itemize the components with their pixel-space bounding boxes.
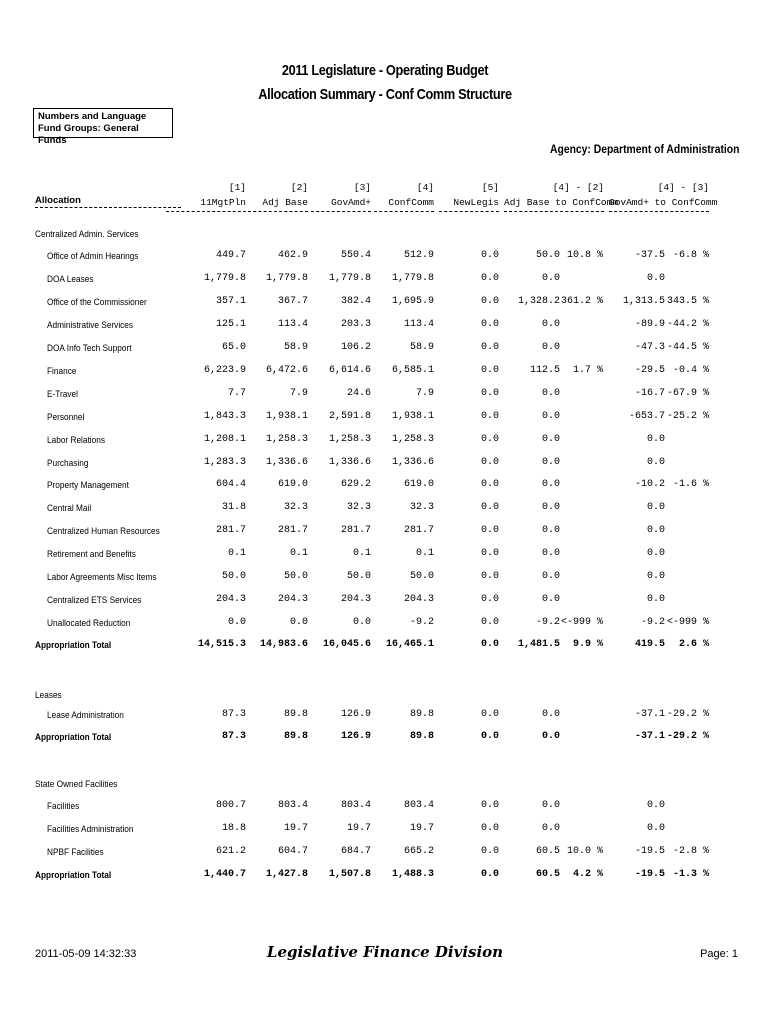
cell-col-2: 1,258.3 xyxy=(265,434,308,445)
cell-col-1: 449.7 xyxy=(215,250,246,261)
row-label: Central Mail xyxy=(47,503,92,513)
cell-col-4: 32.3 xyxy=(409,502,434,513)
cell-col-4: -9.2 xyxy=(409,617,434,628)
cell-col-4: 803.4 xyxy=(403,800,434,811)
cell-col-6: 0.0 xyxy=(541,571,560,582)
header-col-1-num: [1] xyxy=(228,182,246,193)
cell-col-7: 10.8 % xyxy=(566,250,603,261)
cell-col-6: 0.0 xyxy=(541,525,560,536)
cell-col-4: 7.9 xyxy=(415,388,434,399)
cell-col-3: 550.4 xyxy=(340,250,371,261)
cell-col-5: 0.0 xyxy=(480,388,499,399)
header-col-3-num: [3] xyxy=(353,182,371,193)
cell-col-5: 0.0 xyxy=(480,571,499,582)
header-col-2-num: [2] xyxy=(290,182,308,193)
cell-col-8: -653.7 xyxy=(628,411,665,422)
cell-col-3: 32.3 xyxy=(346,502,371,513)
cell-col-3: 126.9 xyxy=(340,731,371,742)
cell-col-1: 87.3 xyxy=(221,709,246,720)
cell-col-8: -47.3 xyxy=(634,342,665,353)
cell-col-3: 1,336.6 xyxy=(328,457,371,468)
cell-col-3: 126.9 xyxy=(340,709,371,720)
row-label: Centralized Admin. Services xyxy=(35,229,139,239)
cell-col-4: 1,488.3 xyxy=(391,869,434,880)
cell-col-2: 14,983.6 xyxy=(259,639,308,650)
cell-col-1: 125.1 xyxy=(215,319,246,330)
cell-col-1: 800.7 xyxy=(215,800,246,811)
footer-timestamp: 2011-05-09 14:32:33 xyxy=(35,948,137,960)
row-label: Appropriation Total xyxy=(35,732,112,742)
cell-col-6: 0.0 xyxy=(541,800,560,811)
table-row xyxy=(0,821,770,837)
cell-col-7: 10.0 % xyxy=(566,846,603,857)
cell-col-7: <-999 % xyxy=(560,617,603,628)
cell-col-3: 50.0 xyxy=(346,571,371,582)
cell-col-4: 1,336.6 xyxy=(391,457,434,468)
cell-col-2: 204.3 xyxy=(277,594,308,605)
table-row xyxy=(0,248,770,264)
cell-col-5: 0.0 xyxy=(480,594,499,605)
cell-col-3: 803.4 xyxy=(340,800,371,811)
row-label: DOA Info Tech Support xyxy=(47,343,132,353)
cell-col-6: 1,481.5 xyxy=(517,639,560,650)
cell-col-8: -9.2 xyxy=(640,617,665,628)
cell-col-9: 2.6 % xyxy=(678,639,709,650)
table-row xyxy=(0,271,770,287)
agency-label: Agency: Department of Administration xyxy=(549,144,739,156)
cell-col-3: 204.3 xyxy=(340,594,371,605)
header-col-4-num: [4] xyxy=(416,182,434,193)
cell-col-3: 6,614.6 xyxy=(328,365,371,376)
cell-col-1: 7.7 xyxy=(227,388,246,399)
cell-col-2: 1,336.6 xyxy=(265,457,308,468)
cell-col-1: 31.8 xyxy=(221,502,246,513)
cell-col-9: -44.2 % xyxy=(666,319,709,330)
cell-col-1: 1,208.1 xyxy=(203,434,246,445)
cell-col-8: -37.5 xyxy=(634,250,665,261)
cell-col-9: -29.2 % xyxy=(666,709,709,720)
cell-col-5: 0.0 xyxy=(480,525,499,536)
cell-col-6: 0.0 xyxy=(541,342,560,353)
cell-col-6: 0.0 xyxy=(541,411,560,422)
cell-col-7: 4.2 % xyxy=(572,869,603,880)
row-label: DOA Leases xyxy=(47,274,94,284)
info-line-numbers: Numbers and Language xyxy=(38,111,147,122)
cell-col-3: 203.3 xyxy=(340,319,371,330)
cell-col-1: 6,223.9 xyxy=(203,365,246,376)
table-row xyxy=(0,546,770,562)
cell-col-5: 0.0 xyxy=(480,411,499,422)
cell-col-3: 24.6 xyxy=(346,388,371,399)
cell-col-2: 50.0 xyxy=(283,571,308,582)
cell-col-8: 0.0 xyxy=(646,434,665,445)
table-row xyxy=(0,363,770,379)
cell-col-4: 19.7 xyxy=(409,823,434,834)
cell-col-4: 281.7 xyxy=(403,525,434,536)
appropriation-total-row xyxy=(0,637,770,653)
cell-col-2: 803.4 xyxy=(277,800,308,811)
cell-col-2: 89.8 xyxy=(283,731,308,742)
cell-col-3: 629.2 xyxy=(340,479,371,490)
cell-col-5: 0.0 xyxy=(480,457,499,468)
cell-col-4: 58.9 xyxy=(409,342,434,353)
row-label: Labor Agreements Misc Items xyxy=(47,572,157,582)
cell-col-5: 0.0 xyxy=(480,617,499,628)
cell-col-8: 0.0 xyxy=(646,502,665,513)
row-label: Property Management xyxy=(47,480,129,490)
info-line-fund-groups: Fund Groups: General Funds xyxy=(38,123,139,146)
cell-col-6: 50.0 xyxy=(535,250,560,261)
header-col-1 xyxy=(166,180,246,212)
header-col-3-name: GovAmd+ xyxy=(311,195,371,212)
header-col-6 xyxy=(504,180,619,212)
row-label: Office of the Commissioner xyxy=(47,297,147,307)
cell-col-2: 604.7 xyxy=(277,846,308,857)
cell-col-5: 0.0 xyxy=(480,365,499,376)
table-row xyxy=(0,409,770,425)
cell-col-7: 9.9 % xyxy=(572,639,603,650)
cell-col-3: 1,507.8 xyxy=(328,869,371,880)
cell-col-9: -29.2 % xyxy=(666,731,709,742)
table-row xyxy=(0,340,770,356)
row-label: NPBF Facilities xyxy=(47,847,104,857)
cell-col-6: 0.0 xyxy=(541,319,560,330)
row-label: Labor Relations xyxy=(47,435,106,445)
table-row xyxy=(0,317,770,333)
cell-col-9: -25.2 % xyxy=(666,411,709,422)
cell-col-6: 0.0 xyxy=(541,594,560,605)
cell-col-5: 0.0 xyxy=(480,869,499,880)
cell-col-5: 0.0 xyxy=(480,502,499,513)
cell-col-8: 0.0 xyxy=(646,823,665,834)
report-title: 2011 Legislature - Operating Budget xyxy=(281,62,489,79)
cell-col-5: 0.0 xyxy=(480,823,499,834)
row-label: Lease Administration xyxy=(47,710,124,720)
cell-col-9: <-999 % xyxy=(666,617,709,628)
cell-col-5: 0.0 xyxy=(480,709,499,720)
cell-col-9: -6.8 % xyxy=(672,250,709,261)
header-col-7-name: GovAmd+ to ConfComm xyxy=(609,195,709,212)
cell-col-4: 16,465.1 xyxy=(385,639,434,650)
cell-col-2: 58.9 xyxy=(283,342,308,353)
row-label: Administrative Services xyxy=(47,320,134,330)
row-label: Office of Admin Hearings xyxy=(47,251,139,261)
row-label: Centralized Human Resources xyxy=(47,526,160,536)
cell-col-2: 7.9 xyxy=(289,388,308,399)
cell-col-3: 684.7 xyxy=(340,846,371,857)
footer-page-number: Page: 1 xyxy=(700,948,738,960)
cell-col-9: -2.8 % xyxy=(672,846,709,857)
cell-col-2: 367.7 xyxy=(277,296,308,307)
cell-col-5: 0.0 xyxy=(480,342,499,353)
cell-col-1: 0.1 xyxy=(227,548,246,559)
cell-col-4: 89.8 xyxy=(409,709,434,720)
cell-col-8: -29.5 xyxy=(634,365,665,376)
row-label: Facilities Administration xyxy=(47,824,134,834)
cell-col-8: 0.0 xyxy=(646,571,665,582)
cell-col-8: -19.5 xyxy=(634,846,665,857)
table-row xyxy=(0,477,770,493)
table-row xyxy=(0,432,770,448)
cell-col-3: 1,779.8 xyxy=(328,273,371,284)
cell-col-2: 462.9 xyxy=(277,250,308,261)
cell-col-6: 0.0 xyxy=(541,479,560,490)
table-row xyxy=(0,569,770,585)
cell-col-6: 112.5 xyxy=(529,365,560,376)
header-col-6-num: [4] - [2] xyxy=(552,182,604,193)
cell-col-8: 0.0 xyxy=(646,594,665,605)
row-label: State Owned Facilities xyxy=(35,779,118,789)
cell-col-5: 0.0 xyxy=(480,548,499,559)
cell-col-2: 0.1 xyxy=(289,548,308,559)
cell-col-8: 0.0 xyxy=(646,800,665,811)
cell-col-4: 0.1 xyxy=(415,548,434,559)
cell-col-9: -44.5 % xyxy=(666,342,709,353)
cell-col-8: 0.0 xyxy=(646,525,665,536)
cell-col-1: 0.0 xyxy=(227,617,246,628)
cell-col-2: 281.7 xyxy=(277,525,308,536)
row-label: Facilities xyxy=(47,801,80,811)
header-allocation: Allocation xyxy=(35,195,181,208)
cell-col-1: 18.8 xyxy=(221,823,246,834)
cell-col-9: -1.3 % xyxy=(672,869,709,880)
header-col-4-name: ConfComm xyxy=(374,195,434,212)
table-row xyxy=(0,798,770,814)
cell-col-1: 281.7 xyxy=(215,525,246,536)
cell-col-1: 621.2 xyxy=(215,846,246,857)
cell-col-8: -10.2 xyxy=(634,479,665,490)
cell-col-9: -1.6 % xyxy=(672,479,709,490)
header-col-6-name: Adj Base to ConfComm xyxy=(504,195,604,212)
cell-col-6: 0.0 xyxy=(541,823,560,834)
header-col-5-name: NewLegis xyxy=(439,195,499,212)
cell-col-5: 0.0 xyxy=(480,731,499,742)
table-row xyxy=(0,386,770,402)
cell-col-8: 0.0 xyxy=(646,457,665,468)
row-label: Finance xyxy=(47,366,77,376)
row-label: Leases xyxy=(35,690,62,700)
cell-col-2: 0.0 xyxy=(289,617,308,628)
header-col-5-num: [5] xyxy=(481,182,499,193)
cell-col-6: 0.0 xyxy=(541,273,560,284)
cell-col-4: 204.3 xyxy=(403,594,434,605)
cell-col-6: 60.5 xyxy=(535,846,560,857)
cell-col-4: 113.4 xyxy=(403,319,434,330)
cell-col-5: 0.0 xyxy=(480,296,499,307)
report-subtitle: Allocation Summary - Conf Comm Structure xyxy=(258,86,512,103)
row-label: Unallocated Reduction xyxy=(47,618,131,628)
table-row xyxy=(0,523,770,539)
filter-info-box xyxy=(33,108,173,146)
table-row xyxy=(0,615,770,631)
row-label: Centralized ETS Services xyxy=(47,595,142,605)
cell-col-3: 19.7 xyxy=(346,823,371,834)
cell-col-6: 0.0 xyxy=(541,709,560,720)
cell-col-8: 419.5 xyxy=(634,639,665,650)
header-col-5 xyxy=(439,180,499,212)
header-col-2-name: Adj Base xyxy=(248,195,308,212)
row-label: Retirement and Benefits xyxy=(47,549,136,559)
cell-col-8: 1,313.5 xyxy=(622,296,665,307)
cell-col-2: 6,472.6 xyxy=(265,365,308,376)
row-label: Appropriation Total xyxy=(35,870,112,880)
footer-division-signature: Legislative Finance Division xyxy=(266,943,504,961)
cell-col-1: 1,779.8 xyxy=(203,273,246,284)
cell-col-8: -19.5 xyxy=(634,869,665,880)
cell-col-5: 0.0 xyxy=(480,639,499,650)
cell-col-9: -0.4 % xyxy=(672,365,709,376)
cell-col-5: 0.0 xyxy=(480,250,499,261)
cell-col-6: 0.0 xyxy=(541,548,560,559)
row-label: Personnel xyxy=(47,412,85,422)
cell-col-3: 1,258.3 xyxy=(328,434,371,445)
appropriation-total-row xyxy=(0,729,770,745)
cell-col-2: 1,427.8 xyxy=(265,869,308,880)
cell-col-1: 357.1 xyxy=(215,296,246,307)
cell-col-7: 1.7 % xyxy=(572,365,603,376)
section-header-row xyxy=(0,226,770,242)
cell-col-4: 665.2 xyxy=(403,846,434,857)
row-label: E-Travel xyxy=(47,389,78,399)
cell-col-2: 19.7 xyxy=(283,823,308,834)
section-header-row xyxy=(0,687,770,703)
cell-col-1: 50.0 xyxy=(221,571,246,582)
cell-col-8: -89.9 xyxy=(634,319,665,330)
cell-col-6: 0.0 xyxy=(541,457,560,468)
cell-col-1: 1,283.3 xyxy=(203,457,246,468)
cell-col-4: 619.0 xyxy=(403,479,434,490)
cell-col-9: -67.9 % xyxy=(666,388,709,399)
cell-col-1: 87.3 xyxy=(221,731,246,742)
cell-col-6: 0.0 xyxy=(541,434,560,445)
cell-col-2: 619.0 xyxy=(277,479,308,490)
cell-col-1: 204.3 xyxy=(215,594,246,605)
cell-col-4: 50.0 xyxy=(409,571,434,582)
cell-col-1: 1,843.3 xyxy=(203,411,246,422)
header-col-3 xyxy=(311,180,371,212)
cell-col-3: 0.1 xyxy=(352,548,371,559)
header-col-7-num: [4] - [3] xyxy=(657,182,709,193)
cell-col-6: -9.2 xyxy=(535,617,560,628)
header-col-2 xyxy=(248,180,308,212)
cell-col-5: 0.0 xyxy=(480,800,499,811)
cell-col-6: 60.5 xyxy=(535,869,560,880)
cell-col-3: 382.4 xyxy=(340,296,371,307)
cell-col-8: -16.7 xyxy=(634,388,665,399)
table-row xyxy=(0,500,770,516)
cell-col-3: 0.0 xyxy=(352,617,371,628)
table-row xyxy=(0,592,770,608)
header-col-1-name: 11MgtPln xyxy=(166,195,246,212)
cell-col-6: 1,328.2 xyxy=(517,296,560,307)
cell-col-9: 343.5 % xyxy=(666,296,709,307)
section-header-row xyxy=(0,776,770,792)
cell-col-4: 1,695.9 xyxy=(391,296,434,307)
cell-col-1: 1,440.7 xyxy=(203,869,246,880)
cell-col-4: 1,258.3 xyxy=(391,434,434,445)
cell-col-3: 281.7 xyxy=(340,525,371,536)
cell-col-8: -37.1 xyxy=(634,731,665,742)
table-row xyxy=(0,844,770,860)
cell-col-5: 0.0 xyxy=(480,319,499,330)
cell-col-2: 113.4 xyxy=(277,319,308,330)
cell-col-4: 1,779.8 xyxy=(391,273,434,284)
cell-col-6: 0.0 xyxy=(541,502,560,513)
row-label: Appropriation Total xyxy=(35,640,112,650)
cell-col-1: 14,515.3 xyxy=(197,639,246,650)
cell-col-3: 16,045.6 xyxy=(322,639,371,650)
cell-col-8: -37.1 xyxy=(634,709,665,720)
table-row xyxy=(0,707,770,723)
cell-col-4: 512.9 xyxy=(403,250,434,261)
cell-col-2: 1,779.8 xyxy=(265,273,308,284)
cell-col-8: 0.0 xyxy=(646,548,665,559)
cell-col-2: 1,938.1 xyxy=(265,411,308,422)
cell-col-4: 1,938.1 xyxy=(391,411,434,422)
cell-col-3: 106.2 xyxy=(340,342,371,353)
cell-col-4: 6,585.1 xyxy=(391,365,434,376)
cell-col-5: 0.0 xyxy=(480,434,499,445)
cell-col-3: 2,591.8 xyxy=(328,411,371,422)
cell-col-5: 0.0 xyxy=(480,846,499,857)
header-col-4 xyxy=(374,180,434,212)
cell-col-1: 604.4 xyxy=(215,479,246,490)
cell-col-5: 0.0 xyxy=(480,479,499,490)
cell-col-6: 0.0 xyxy=(541,731,560,742)
cell-col-7: 361.2 % xyxy=(560,296,603,307)
table-row xyxy=(0,455,770,471)
cell-col-6: 0.0 xyxy=(541,388,560,399)
cell-col-5: 0.0 xyxy=(480,273,499,284)
cell-col-4: 89.8 xyxy=(409,731,434,742)
cell-col-2: 89.8 xyxy=(283,709,308,720)
cell-col-2: 32.3 xyxy=(283,502,308,513)
table-row xyxy=(0,294,770,310)
cell-col-1: 65.0 xyxy=(221,342,246,353)
row-label: Purchasing xyxy=(47,458,89,468)
appropriation-total-row xyxy=(0,867,770,883)
cell-col-8: 0.0 xyxy=(646,273,665,284)
header-col-7 xyxy=(609,180,718,212)
